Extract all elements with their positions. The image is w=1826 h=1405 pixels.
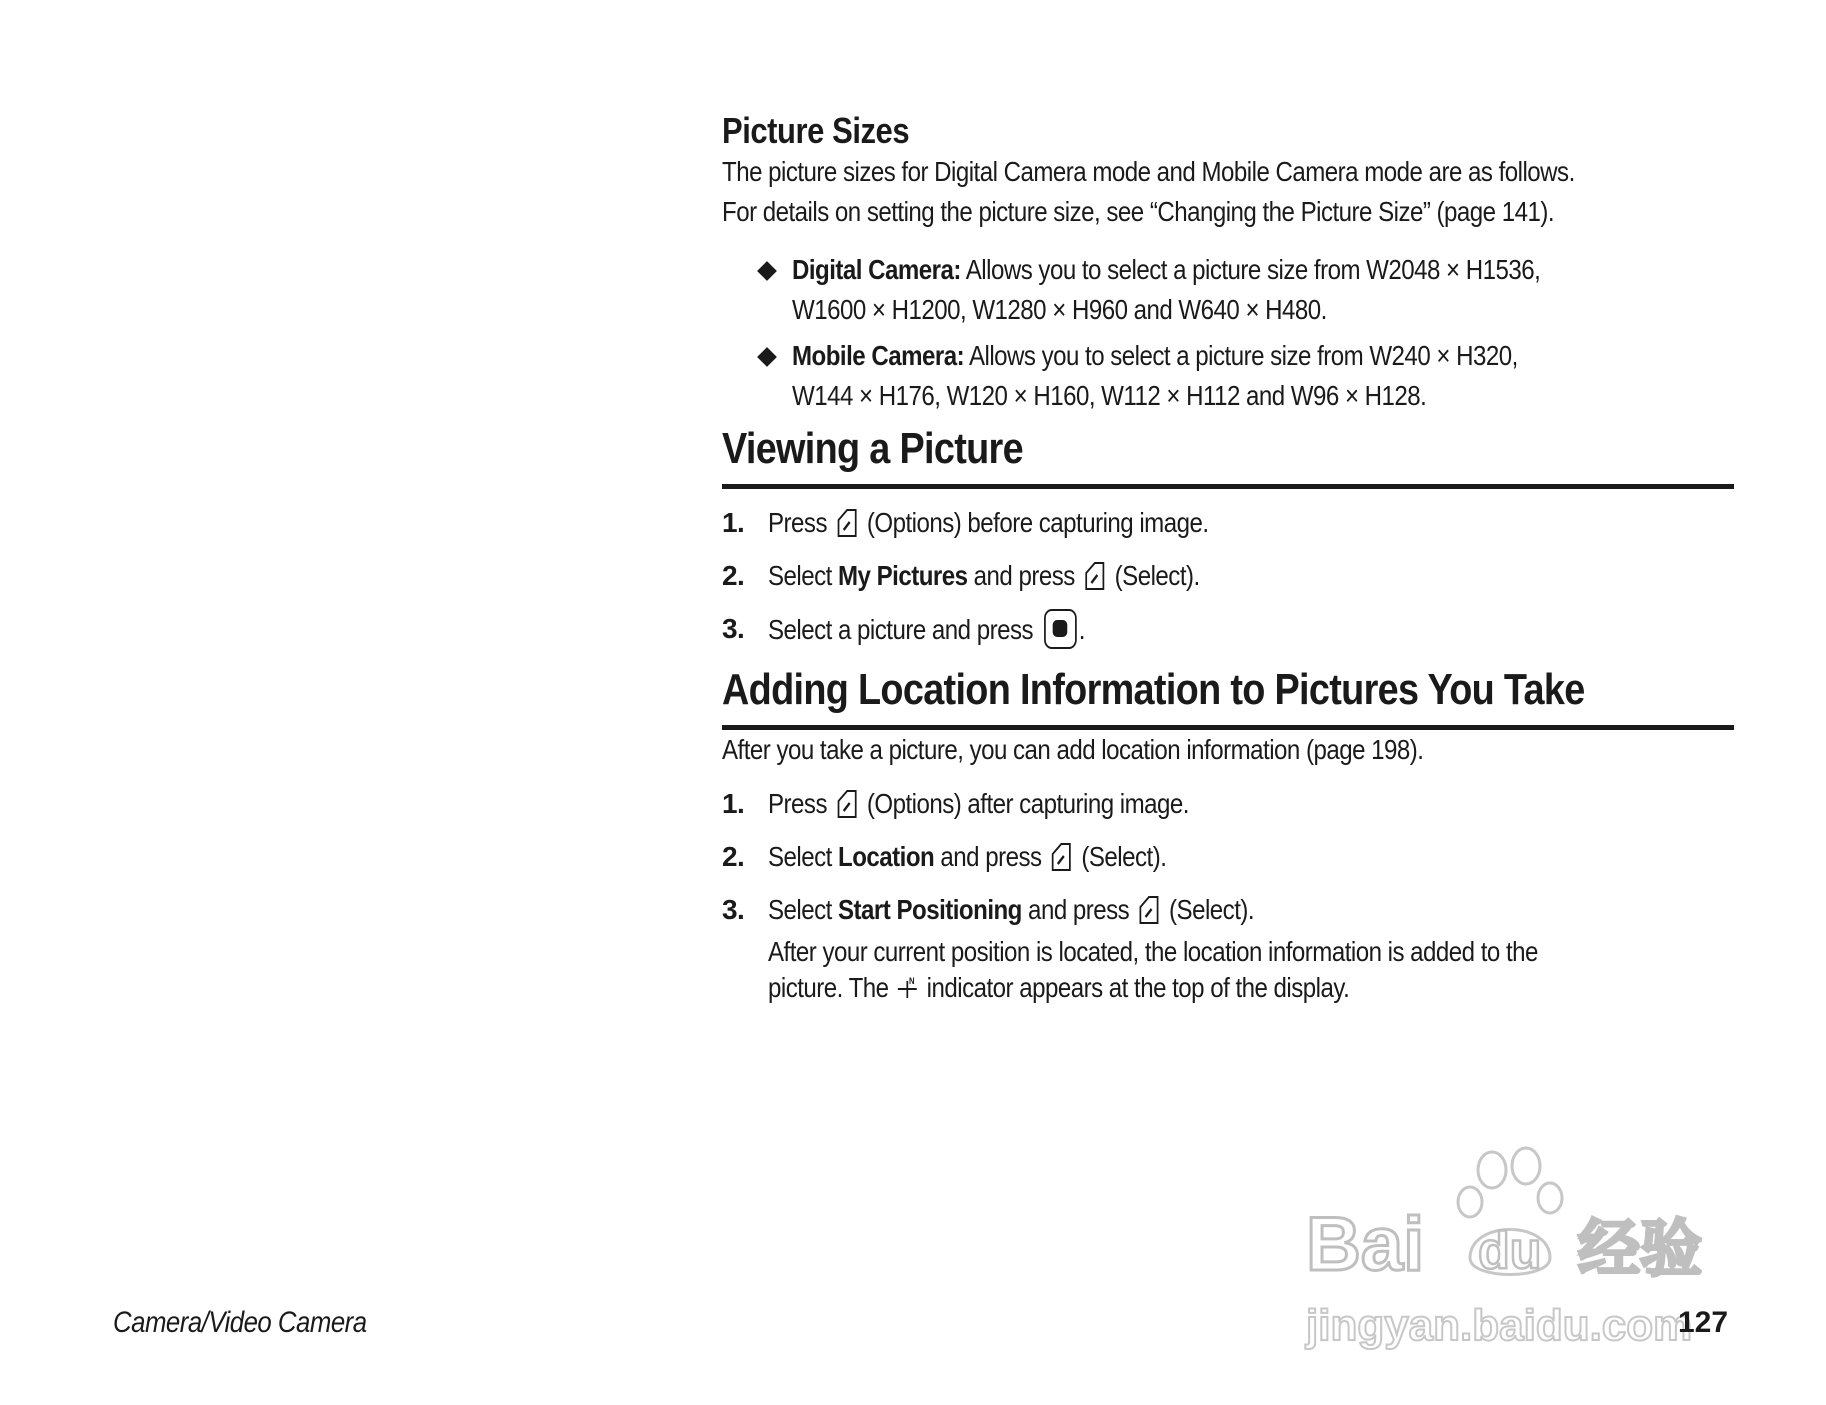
svg-text:du: du <box>1478 1222 1542 1280</box>
page-number: 127 <box>1678 1306 1729 1339</box>
baidu-watermark <box>1300 1140 1740 1350</box>
location-intro: After you take a picture, you can add location information (page 198). <box>722 734 1424 765</box>
picture-size-list <box>760 250 1734 416</box>
picture-sizes-heading: Picture Sizes <box>722 110 910 151</box>
step-note: After your current position is located, the location information is added to the picture. The N indicator appears at the top of the display. <box>768 936 1538 1003</box>
svg-text:jingyan.baidu.com: jingyan.baidu.com <box>1306 1301 1693 1350</box>
menu-option-label: Location <box>838 841 935 872</box>
step-number: 1. <box>722 507 745 538</box>
list-item: Mobile Camera: Allows you to select a picture size from W240 × H320, W144 × H176, W120 × H160, W112 × H112 and W96 × H128. <box>760 336 1734 416</box>
paw-logo-icon <box>1300 1140 1740 1350</box>
viewing-steps <box>722 503 1734 650</box>
step-item: 2. Select My Pictures and press (Select). <box>722 556 1734 596</box>
step-item: 2. Select Location and press (Select). <box>722 837 1734 877</box>
gps-location-indicator-icon <box>896 975 918 999</box>
step-number: 2. <box>722 841 745 872</box>
bullet-term: Digital Camera: <box>792 254 961 285</box>
viewing-picture-heading: Viewing a Picture <box>722 422 1734 489</box>
footer-section-label: Camera/Video Camera <box>113 1306 367 1339</box>
step-item: 3. Select a picture and press . <box>722 609 1734 650</box>
menu-option-label: Start Positioning <box>838 894 1022 925</box>
list-item: Digital Camera: Allows you to select a picture size from W2048 × H1536, W1600 × H1200, W1280 × H960 and W640 × H480. <box>760 250 1734 330</box>
softkey-pencil-icon <box>1084 561 1105 591</box>
step-number: 2. <box>722 560 745 591</box>
diamond-bullet-icon <box>757 347 777 367</box>
svg-text:Bai: Bai <box>1306 1202 1425 1287</box>
step-number: 3. <box>722 894 745 925</box>
softkey-pencil-icon <box>1051 842 1072 872</box>
location-steps <box>722 784 1734 1006</box>
step-item: 3. Select Start Positioning and press (Select). After your current position is located, the location information is added to the picture. The N indicator appears at the top of the display. <box>722 890 1734 1006</box>
adding-location-heading: Adding Location Information to Pictures You Take <box>722 663 1734 730</box>
page-content <box>722 110 1734 1019</box>
menu-option-label: My Pictures <box>838 560 968 591</box>
step-item: 1. Press (Options) before capturing image. <box>722 503 1734 543</box>
softkey-pencil-icon <box>837 508 858 538</box>
step-number: 3. <box>722 613 745 644</box>
step-item: 1. Press (Options) after capturing image. <box>722 784 1734 824</box>
bullet-term: Mobile Camera: <box>792 340 965 371</box>
step-number: 1. <box>722 788 745 819</box>
svg-text:经验: 经验 <box>1578 1212 1703 1285</box>
diamond-bullet-icon <box>757 261 777 281</box>
picture-sizes-intro: The picture sizes for Digital Camera mode and Mobile Camera mode are as follows. For details on setting the picture size, see “Changing the Picture Size” (page 141). <box>722 156 1575 227</box>
softkey-pencil-icon <box>1139 895 1160 925</box>
softkey-pencil-icon <box>837 789 858 819</box>
svg-text:N: N <box>909 975 915 987</box>
center-select-key-icon <box>1044 609 1077 649</box>
